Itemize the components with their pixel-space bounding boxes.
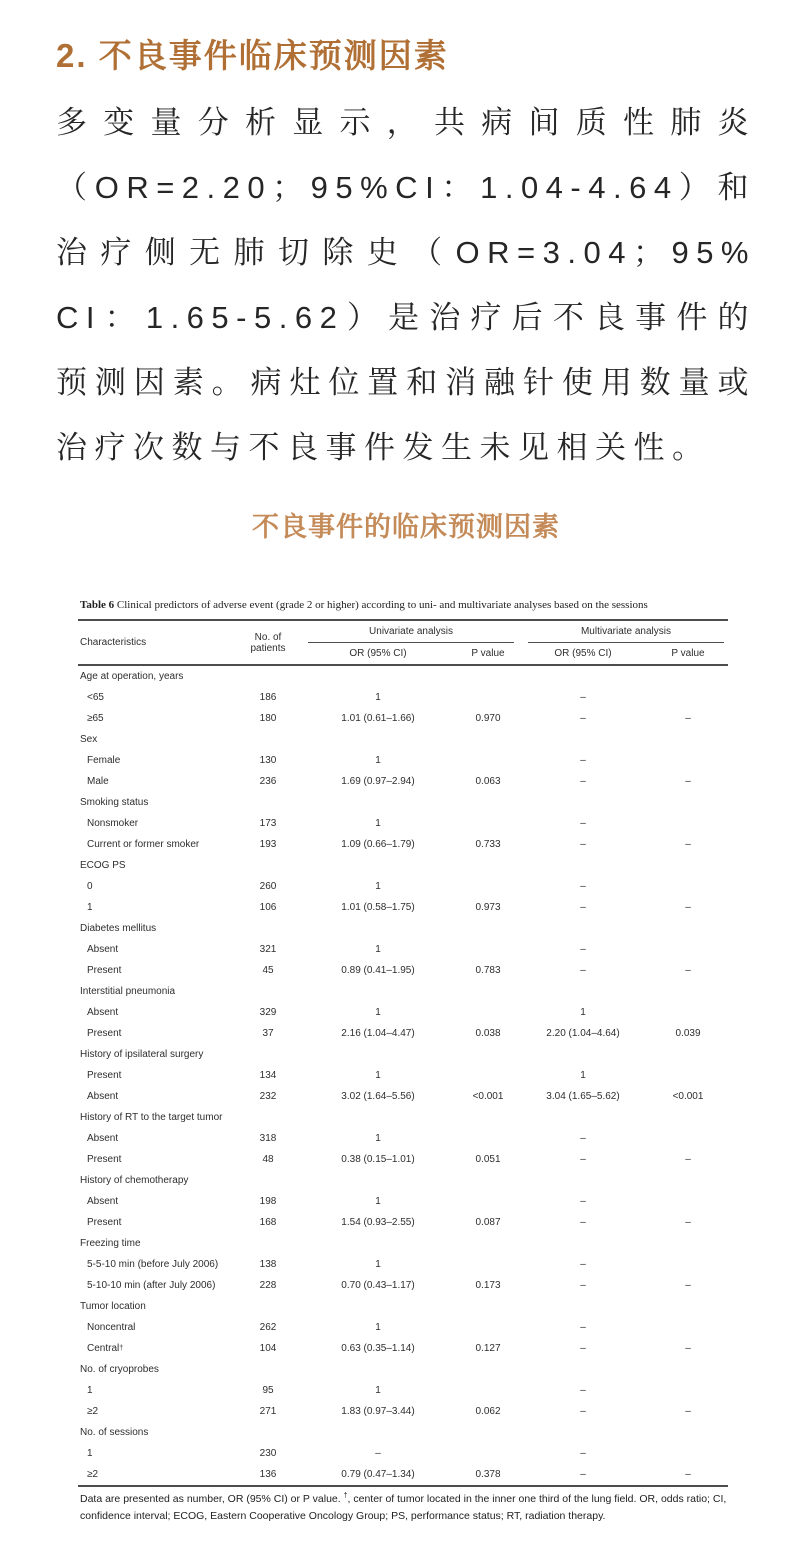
cell-uni-or	[298, 1170, 458, 1191]
cell-uni-p: 0.173	[475, 1280, 501, 1291]
cell-multi-p: –	[685, 1154, 691, 1165]
cell-patients: 228	[259, 1280, 277, 1291]
row-label: Age at operation, years	[80, 671, 184, 682]
table-section-row	[78, 1107, 728, 1128]
cell-uni-p	[458, 1128, 518, 1149]
cell-multi-p: –	[685, 965, 691, 976]
table-data-row	[78, 960, 728, 981]
cell-multi-or	[518, 729, 648, 750]
cell-multi-p: <0.001	[672, 1091, 704, 1102]
row-label: 0	[87, 881, 93, 892]
cell-uni-p	[458, 876, 518, 897]
cell-patients: 106	[259, 902, 277, 913]
cell-multi-or: –	[580, 881, 586, 892]
cell-uni-p	[458, 1422, 518, 1443]
row-label: ≥65	[87, 713, 104, 724]
cell-multi-or	[518, 1233, 648, 1254]
cell-multi-p	[648, 1191, 728, 1212]
cell-multi-or: –	[580, 1196, 586, 1207]
row-label: Noncentral	[87, 1322, 136, 1333]
cell-multi-p	[648, 792, 728, 813]
table-data-row	[78, 687, 728, 708]
cell-patients: 173	[259, 818, 277, 829]
row-label: History of RT to the target tumor	[80, 1112, 223, 1123]
row-label: Female	[87, 755, 121, 766]
cell-uni-or: 1	[375, 818, 381, 829]
cell-uni-p: 0.970	[475, 713, 501, 724]
cell-multi-p	[648, 1002, 728, 1023]
table-section-row	[78, 1296, 728, 1317]
cell-uni-or: 1	[375, 1322, 381, 1333]
cell-uni-p: 0.038	[475, 1028, 501, 1039]
row-label: No. of cryoprobes	[80, 1364, 159, 1375]
cell-multi-p	[648, 1296, 728, 1317]
cell-uni-or: 0.70 (0.43–1.17)	[341, 1280, 415, 1291]
cell-patients: 329	[259, 1007, 277, 1018]
row-label: Central †	[87, 1343, 124, 1354]
table6-figure	[78, 598, 728, 1525]
cell-multi-p	[648, 1422, 728, 1443]
cell-uni-or: 0.79 (0.47–1.34)	[341, 1469, 415, 1480]
table-data-row	[78, 1212, 728, 1233]
cell-multi-or: –	[580, 1280, 586, 1291]
table-data-row	[78, 1464, 728, 1485]
cell-uni-or	[298, 666, 458, 687]
cell-uni-p	[458, 1296, 518, 1317]
cell-uni-or	[298, 855, 458, 876]
table-subtitle: 不良事件的临床预测因素	[252, 512, 560, 542]
row-label: Smoking status	[80, 797, 149, 808]
cell-multi-p	[648, 1065, 728, 1086]
row-label: Absent	[87, 1007, 119, 1018]
cell-uni-or	[298, 1044, 458, 1065]
cell-multi-p	[648, 855, 728, 876]
cell-multi-or: –	[580, 1154, 586, 1165]
cell-uni-p: 0.733	[475, 839, 501, 850]
cell-patients: 318	[259, 1133, 277, 1144]
table-data-row	[78, 750, 728, 771]
row-label: Absent	[87, 944, 119, 955]
cell-multi-p	[648, 1443, 728, 1464]
table-caption-label: Table 6	[80, 599, 115, 611]
table-data-row	[78, 1401, 728, 1422]
table-data-row	[78, 708, 728, 729]
cell-multi-p: –	[685, 1406, 691, 1417]
table-data-row	[78, 1086, 728, 1107]
cell-uni-p	[458, 1065, 518, 1086]
cell-multi-p	[648, 1107, 728, 1128]
table-section-row	[78, 1170, 728, 1191]
cell-multi-or: –	[580, 1133, 586, 1144]
cell-patients	[238, 981, 298, 1002]
cell-multi-p	[648, 981, 728, 1002]
cell-patients	[238, 1170, 298, 1191]
row-label: Absent	[87, 1091, 119, 1102]
cell-multi-or: 1	[580, 1070, 586, 1081]
cell-patients: 37	[262, 1028, 274, 1039]
cell-uni-p: 0.127	[475, 1343, 501, 1354]
cell-uni-p	[458, 1191, 518, 1212]
cell-multi-p	[648, 813, 728, 834]
cell-uni-p	[458, 792, 518, 813]
table-section-row	[78, 792, 728, 813]
table-data-row	[78, 876, 728, 897]
table-data-row	[78, 771, 728, 792]
cell-uni-p	[458, 687, 518, 708]
col-header-no-of-patients: No. of patients	[250, 631, 286, 654]
cell-uni-or	[298, 981, 458, 1002]
table-data-row	[78, 1317, 728, 1338]
cell-uni-p	[458, 939, 518, 960]
cell-multi-or	[518, 981, 648, 1002]
cell-multi-p	[648, 939, 728, 960]
cell-uni-p	[458, 1317, 518, 1338]
table-caption	[78, 598, 728, 612]
cell-multi-p	[648, 1128, 728, 1149]
cell-patients: 136	[259, 1469, 277, 1480]
row-label: Tumor location	[80, 1301, 146, 1312]
table-section-row	[78, 1422, 728, 1443]
cell-uni-p	[458, 729, 518, 750]
row-label: <65	[87, 692, 104, 703]
table-data-row	[78, 1065, 728, 1086]
cell-uni-or: 1	[375, 692, 381, 703]
cell-multi-or: –	[580, 839, 586, 850]
footnote-text-1: Data are presented as number, OR (95% CI) or P value.	[80, 1493, 344, 1505]
col-header-p-multi: P value	[671, 648, 705, 659]
cell-multi-p: –	[685, 839, 691, 850]
cell-patients: 232	[259, 1091, 277, 1102]
cell-uni-or	[298, 1233, 458, 1254]
cell-patients: 193	[259, 839, 277, 850]
cell-multi-or	[518, 1296, 648, 1317]
cell-multi-p	[648, 1317, 728, 1338]
cell-patients	[238, 729, 298, 750]
cell-uni-p: 0.973	[475, 902, 501, 913]
dagger-symbol: †	[343, 1492, 348, 1500]
cell-patients: 130	[259, 755, 277, 766]
cell-uni-p	[458, 1044, 518, 1065]
cell-uni-or: 1	[375, 1070, 381, 1081]
cell-multi-p: 0.039	[675, 1028, 701, 1039]
cell-multi-or: –	[580, 902, 586, 913]
table-section-row	[78, 855, 728, 876]
cell-uni-p	[458, 918, 518, 939]
cell-uni-p: <0.001	[472, 1091, 504, 1102]
cell-multi-or: –	[580, 1322, 586, 1333]
cell-patients: 321	[259, 944, 277, 955]
cell-multi-or: –	[580, 965, 586, 976]
cell-uni-p	[458, 981, 518, 1002]
cell-multi-or: 3.04 (1.65–5.62)	[546, 1091, 620, 1102]
cell-multi-or: –	[580, 776, 586, 787]
cell-uni-or	[298, 1107, 458, 1128]
table-data-row	[78, 1023, 728, 1044]
cell-multi-p	[648, 729, 728, 750]
table-data-row	[78, 1191, 728, 1212]
cell-patients: 45	[262, 965, 274, 976]
cell-uni-or: 1	[375, 1385, 381, 1396]
table-header	[78, 619, 728, 666]
row-label: History of chemotherapy	[80, 1175, 189, 1186]
cell-patients: 134	[259, 1070, 277, 1081]
cell-multi-p: –	[685, 713, 691, 724]
row-label: History of ipsilateral surgery	[80, 1049, 204, 1060]
cell-multi-or	[518, 1170, 648, 1191]
cell-multi-or	[518, 855, 648, 876]
table-footnote	[78, 1491, 728, 1525]
cell-uni-or	[298, 1296, 458, 1317]
cell-uni-or: 1.01 (0.58–1.75)	[341, 902, 415, 913]
table-section-row	[78, 981, 728, 1002]
cell-patients: 180	[259, 713, 277, 724]
cell-multi-p	[648, 666, 728, 687]
table-data-row	[78, 834, 728, 855]
table-section-row	[78, 1233, 728, 1254]
cell-uni-p	[458, 1359, 518, 1380]
row-label: Male	[87, 776, 109, 787]
cell-multi-p	[648, 1233, 728, 1254]
cell-uni-or	[298, 729, 458, 750]
table-data-row	[78, 939, 728, 960]
cell-uni-or: –	[375, 1448, 381, 1459]
cell-patients: 198	[259, 1196, 277, 1207]
cell-multi-p: –	[685, 776, 691, 787]
cell-uni-or: 1	[375, 1259, 381, 1270]
cell-uni-or: 1	[375, 881, 381, 892]
cell-uni-or: 0.38 (0.15–1.01)	[341, 1154, 415, 1165]
cell-patients	[238, 1044, 298, 1065]
cell-multi-p	[648, 1380, 728, 1401]
row-label: Present	[87, 1154, 122, 1165]
row-label: 1	[87, 902, 93, 913]
cell-patients: 262	[259, 1322, 277, 1333]
cell-patients	[238, 792, 298, 813]
cell-multi-p: –	[685, 1343, 691, 1354]
cell-uni-p	[458, 750, 518, 771]
row-label: ≥2	[87, 1469, 99, 1480]
cell-multi-or: –	[580, 944, 586, 955]
table-data-row	[78, 1443, 728, 1464]
row-label: 1	[87, 1448, 93, 1459]
table-data-row	[78, 1338, 728, 1359]
table-data-row	[78, 1128, 728, 1149]
cell-uni-or: 1.69 (0.97–2.94)	[341, 776, 415, 787]
cell-multi-or: –	[580, 1448, 586, 1459]
row-label: ≥2	[87, 1406, 99, 1417]
cell-multi-or: –	[580, 713, 586, 724]
cell-multi-p	[648, 687, 728, 708]
cell-multi-p	[648, 750, 728, 771]
cell-uni-or: 1.09 (0.66–1.79)	[341, 839, 415, 850]
cell-uni-or: 1	[375, 755, 381, 766]
table-data-row	[78, 1002, 728, 1023]
row-label: Absent	[87, 1196, 119, 1207]
cell-patients: 271	[259, 1406, 277, 1417]
cell-multi-or: –	[580, 1343, 586, 1354]
cell-patients: 138	[259, 1259, 277, 1270]
col-header-or-multi: OR (95% CI)	[554, 648, 612, 659]
cell-multi-or: –	[580, 755, 586, 766]
cell-multi-or	[518, 1359, 648, 1380]
cell-patients: 186	[259, 692, 277, 703]
col-header-p-uni: P value	[471, 648, 505, 659]
section-heading: 2. 不良事件临床预测因素	[56, 37, 449, 74]
cell-uni-p	[458, 1233, 518, 1254]
cell-multi-p	[648, 1170, 728, 1191]
col-header-or-uni: OR (95% CI)	[349, 648, 407, 659]
cell-patients: 168	[259, 1217, 277, 1228]
cell-patients: 236	[259, 776, 277, 787]
cell-uni-or	[298, 1359, 458, 1380]
cell-multi-or: –	[580, 692, 586, 703]
cell-multi-p	[648, 876, 728, 897]
table-section-row	[78, 918, 728, 939]
cell-patients	[238, 1296, 298, 1317]
cell-uni-or: 0.63 (0.35–1.14)	[341, 1343, 415, 1354]
row-label: Absent	[87, 1133, 119, 1144]
cell-patients: 260	[259, 881, 277, 892]
col-group-multivariate: Multivariate analysis	[528, 621, 724, 643]
cell-patients: 104	[259, 1343, 277, 1354]
cell-uni-or: 1	[375, 1007, 381, 1018]
cell-uni-p	[458, 1107, 518, 1128]
cell-multi-p: –	[685, 902, 691, 913]
table-data-row	[78, 1275, 728, 1296]
cell-multi-or: –	[580, 1385, 586, 1396]
cell-patients: 95	[262, 1385, 274, 1396]
col-header-characteristics: Characteristics	[80, 637, 147, 648]
row-label: Present	[87, 1070, 122, 1081]
cell-multi-p: –	[685, 1469, 691, 1480]
table-section-row	[78, 666, 728, 687]
cell-uni-or: 1.54 (0.93–2.55)	[341, 1217, 415, 1228]
cell-uni-p: 0.378	[475, 1469, 501, 1480]
table-section-row	[78, 1044, 728, 1065]
cell-patients	[238, 855, 298, 876]
table-data-row	[78, 1149, 728, 1170]
cell-multi-or	[518, 1107, 648, 1128]
cell-uni-p	[458, 1254, 518, 1275]
cell-multi-or: 1	[580, 1007, 586, 1018]
row-label: Interstitial pneumonia	[80, 986, 176, 997]
cell-uni-or: 1	[375, 944, 381, 955]
cell-uni-p	[458, 813, 518, 834]
table-data-row	[78, 1380, 728, 1401]
cell-uni-p: 0.783	[475, 965, 501, 976]
cell-multi-or: –	[580, 1406, 586, 1417]
article-section	[0, 0, 800, 544]
cell-uni-or: 2.16 (1.04–4.47)	[341, 1028, 415, 1039]
cell-uni-p	[458, 1380, 518, 1401]
row-label: 1	[87, 1385, 93, 1396]
table-data-row	[78, 897, 728, 918]
cell-uni-p	[458, 1170, 518, 1191]
row-label: Present	[87, 1028, 122, 1039]
table-caption-title: Clinical predictors of adverse event (grade 2 or higher) according to uni- and multivariate analyses based on the sessions	[116, 599, 648, 611]
cell-uni-or: 1.01 (0.61–1.66)	[341, 713, 415, 724]
cell-multi-or: 2.20 (1.04–4.64)	[546, 1028, 620, 1039]
row-label: Freezing time	[80, 1238, 141, 1249]
cell-multi-or	[518, 918, 648, 939]
table-data-row	[78, 813, 728, 834]
cell-patients	[238, 1233, 298, 1254]
cell-uni-or: 0.89 (0.41–1.95)	[341, 965, 415, 976]
table-body	[78, 666, 728, 1487]
cell-uni-or: 1	[375, 1133, 381, 1144]
cell-uni-p	[458, 1443, 518, 1464]
cell-multi-or	[518, 792, 648, 813]
row-label: 5-5-10 min (before July 2006)	[87, 1259, 219, 1270]
cell-uni-or	[298, 792, 458, 813]
table-section-row	[78, 729, 728, 750]
table-section-row	[78, 1359, 728, 1380]
cell-multi-p	[648, 1359, 728, 1380]
cell-uni-or: 3.02 (1.64–5.56)	[341, 1091, 415, 1102]
cell-multi-or: –	[580, 1217, 586, 1228]
cell-multi-or	[518, 1044, 648, 1065]
cell-patients: 230	[259, 1448, 277, 1459]
row-label: Nonsmoker	[87, 818, 139, 829]
cell-uni-p	[458, 1002, 518, 1023]
row-label: Present	[87, 1217, 122, 1228]
cell-patients	[238, 1107, 298, 1128]
cell-multi-or	[518, 666, 648, 687]
cell-multi-or: –	[580, 1469, 586, 1480]
row-label: Present	[87, 965, 122, 976]
row-label: Sex	[80, 734, 98, 745]
cell-uni-or: 1.83 (0.97–3.44)	[341, 1406, 415, 1417]
cell-uni-p: 0.051	[475, 1154, 501, 1165]
cell-uni-p	[458, 855, 518, 876]
cell-multi-p	[648, 918, 728, 939]
cell-multi-p: –	[685, 1280, 691, 1291]
cell-uni-p: 0.087	[475, 1217, 501, 1228]
cell-uni-p	[458, 666, 518, 687]
body-paragraph: 多变量分析显示，共病间质性肺炎（OR=2.20；95%CI：1.04-4.64）和治疗侧无肺切除史（OR=3.04；95% CI：1.65-5.62）是治疗后不良事件的预测因素。病灶位置和消融针使用数量或治疗次数与不良事件发生未见相关性。	[56, 105, 756, 465]
cell-patients: 48	[262, 1154, 274, 1165]
cell-patients	[238, 1359, 298, 1380]
cell-multi-or	[518, 1422, 648, 1443]
cell-multi-p	[648, 1044, 728, 1065]
cell-patients	[238, 666, 298, 687]
cell-uni-or	[298, 1422, 458, 1443]
cell-patients	[238, 1422, 298, 1443]
row-label: No. of sessions	[80, 1427, 149, 1438]
cell-multi-or: –	[580, 818, 586, 829]
cell-uni-or: 1	[375, 1196, 381, 1207]
col-group-univariate: Univariate analysis	[308, 621, 514, 643]
footnote-text-2: , center of tumor located in the inner one third of the lung field. OR, odds ratio; CI, confidence interval; ECOG, Eastern Cooperative Oncology Group; PS, performance status; RT, radiation therapy.	[80, 1493, 727, 1522]
cell-uni-or	[298, 918, 458, 939]
row-label: ECOG PS	[80, 860, 126, 871]
cell-patients	[238, 918, 298, 939]
row-label: Diabetes mellitus	[80, 923, 157, 934]
row-label: Current or former smoker	[87, 839, 200, 850]
row-label: 5-10-10 min (after July 2006)	[87, 1280, 216, 1291]
cell-multi-p	[648, 1254, 728, 1275]
table-data-row	[78, 1254, 728, 1275]
cell-multi-p: –	[685, 1217, 691, 1228]
cell-uni-p: 0.063	[475, 776, 501, 787]
cell-uni-p: 0.062	[475, 1406, 501, 1417]
cell-multi-or: –	[580, 1259, 586, 1270]
